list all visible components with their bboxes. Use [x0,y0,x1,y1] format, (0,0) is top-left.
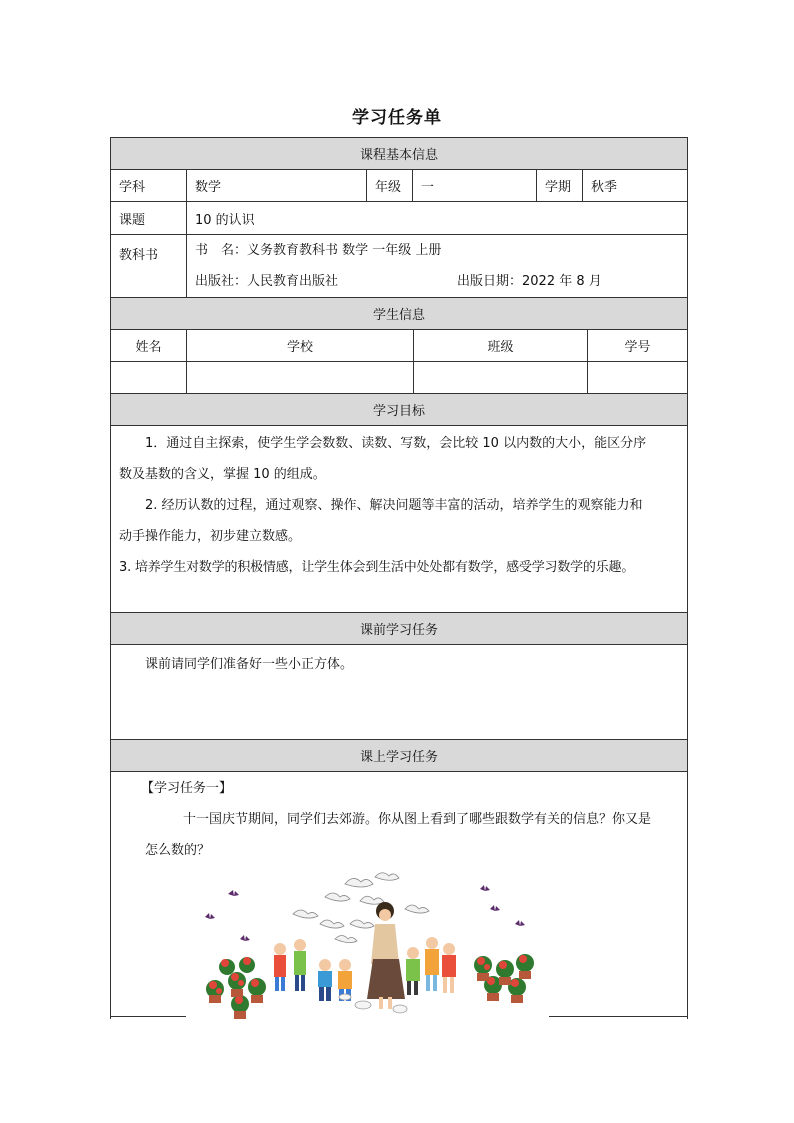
page-title: 学习任务单 [352,108,442,128]
pre-task-header: 课前学习任务 [111,613,687,644]
pre-task-header-row [111,613,687,645]
student-id-field[interactable] [588,362,687,393]
table-bottom-edge-left [110,1016,186,1017]
flower-pots-right [474,954,534,1003]
student-input-row [111,362,687,394]
textbook-info [187,235,687,297]
objective-2a: 2. 经历认数的过程，通过观察、操作、解决问题等丰富的活动，培养学生的观察能力和 [145,498,643,513]
question-line-1: 十一国庆节期间，同学们去郊游。你从图上看到了哪些跟数学有关的信息？你又是 [183,812,652,827]
class-header: 班级 [414,330,588,361]
outing-illustration [185,869,550,1024]
school-header: 学校 [187,330,414,361]
school-field[interactable] [187,362,414,393]
objective-1b: 数及基数的含义，掌握 10 的组成。 [119,467,326,482]
term-label: 学期 [537,170,583,201]
class-task-header-row [111,740,687,772]
textbook-label: 教科书 [111,235,187,297]
student-header-row [111,330,687,362]
class-task-header: 课上学习任务 [111,740,687,771]
objectives-header: 学习目标 [111,394,687,425]
publish-info [195,266,602,297]
student-id-header: 学号 [624,340,651,355]
grade-value: 一 [413,170,537,201]
subject-label: 学科 [111,170,187,201]
subject-value: 数学 [187,170,367,201]
topic-row [111,202,687,235]
course-info-header: 课程基本信息 [111,138,687,169]
course-info-header-row [111,138,687,170]
name-header: 姓名 [111,330,187,361]
objectives-content [111,426,687,613]
table-bottom-edge-right [549,1016,688,1017]
student-info-header-row [111,298,687,330]
publish-date: 出版日期：2022 年 8 月 [457,274,602,289]
topic-label: 课题 [111,202,187,234]
topic-value: 10 的认识 [195,212,255,228]
pre-task-text: 课前请同学们准备好一些小正方体。 [145,657,354,672]
term-value: 秋季 [591,180,618,195]
grade-label: 年级 [367,170,413,201]
book-name: 书 名：义务教育教科书 数学 一年级 上册 [195,243,442,258]
name-field[interactable] [111,362,187,393]
children-group [274,937,456,1001]
pre-task-content [111,645,687,740]
objective-1a: 1．通过自主探索，使学生学会数数、读数、写数，会比较 10 以内数的大小，能区分序 [145,436,647,451]
objective-2b: 动手操作能力，初步建立数感。 [119,529,302,544]
textbook-row [111,235,687,298]
objective-3: 3. 培养学生对数学的积极情感，让学生体会到生活中处处都有数学，感受学习数学的乐趣。 [119,560,635,575]
publisher: 出版社：人民教育出版社 [195,274,339,289]
objectives-header-row [111,394,687,426]
class-field[interactable] [414,362,588,393]
task-one-title: 【学习任务一】 [141,781,233,796]
question-line-2: 怎么数的？ [145,843,211,858]
dove-flock [293,873,429,943]
student-info-header: 学生信息 [111,298,687,329]
teacher-figure [367,902,405,1009]
butterflies [205,885,525,941]
subject-row [111,170,687,202]
flower-pots-left [206,957,266,1019]
